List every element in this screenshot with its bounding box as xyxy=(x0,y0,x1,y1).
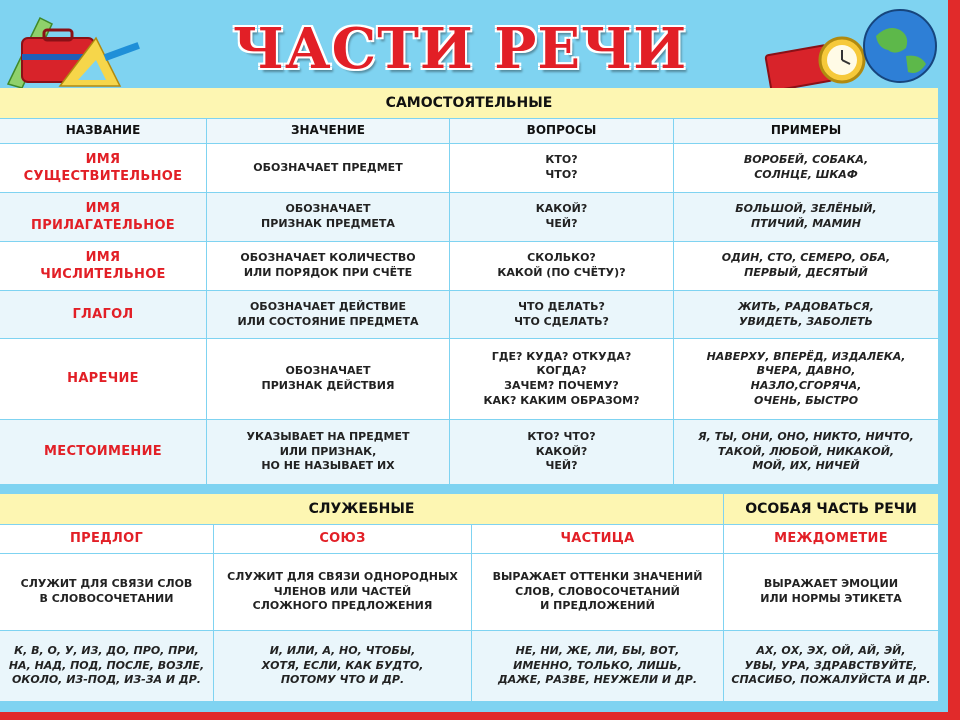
questions-noun: КТО? ЧТО? xyxy=(450,144,673,192)
column-header-questions: ВОПРОСЫ xyxy=(450,119,673,143)
questions-adjective: КАКОЙ? ЧЕЙ? xyxy=(450,193,673,241)
examples-adjective: БОЛЬШОЙ, ЗЕЛЁНЫЙ, ПТИЧИЙ, МАМИН xyxy=(674,193,938,241)
examples-pronoun: Я, ТЫ, ОНИ, ОНО, НИКТО, НИЧТО, ТАКОЙ, ЛЮБОЙ, НИКАКОЙ, МОЙ, ИХ, НИЧЕЙ xyxy=(674,420,938,484)
examples-preposition: К, В, О, У, ИЗ, ДО, ПРО, ПРИ, НА, НАД, ПОД, ПОСЛЕ, ВОЗЛЕ, ОКОЛО, ИЗ-ПОД, ИЗ-ЗА И ДР. xyxy=(0,631,213,701)
pencil-icon xyxy=(104,42,140,61)
examples-conjunction: И, ИЛИ, А, НО, ЧТОБЫ, ХОТЯ, ЕСЛИ, КАК БУДТО, ПОТОМУ ЧТО И ДР. xyxy=(214,631,471,701)
meaning-noun: ОБОЗНАЧАЕТ ПРЕДМЕТ xyxy=(207,144,449,192)
questions-adverb: ГДЕ? КУДА? ОТКУДА? КОГДА? ЗАЧЕМ? ПОЧЕМУ? КАК? КАКИМ ОБРАЗОМ? xyxy=(450,339,673,419)
part-name-interjection: МЕЖДОМЕТИЕ xyxy=(724,525,938,553)
part-name-particle: ЧАСТИЦА xyxy=(472,525,723,553)
column-header-name: НАЗВАНИЕ xyxy=(0,119,206,143)
part-name-numeral: ИМЯ ЧИСЛИТЕЛЬНОЕ xyxy=(0,242,206,290)
part-name-adjective: ИМЯ ПРИЛАГАТЕЛЬНОЕ xyxy=(0,193,206,241)
examples-numeral: ОДИН, СТО, СЕМЕРО, ОБА, ПЕРВЫЙ, ДЕСЯТЫЙ xyxy=(674,242,938,290)
questions-pronoun: КТО? ЧТО? КАКОЙ? ЧЕЙ? xyxy=(450,420,673,484)
globe-clock-illustration xyxy=(760,6,946,92)
meaning-numeral: ОБОЗНАЧАЕТ КОЛИЧЕСТВО ИЛИ ПОРЯДОК ПРИ СЧЁТЕ xyxy=(207,242,449,290)
part-name-preposition: ПРЕДЛОГ xyxy=(0,525,213,553)
school-supplies-illustration xyxy=(0,8,150,88)
part-name-conjunction: СОЮЗ xyxy=(214,525,471,553)
meaning-adverb: ОБОЗНАЧАЕТ ПРИЗНАК ДЕЙСТВИЯ xyxy=(207,339,449,419)
part-name-pronoun: МЕСТОИМЕНИЕ xyxy=(0,420,206,484)
column-header-examples: ПРИМЕРЫ xyxy=(674,119,938,143)
questions-verb: ЧТО ДЕЛАТЬ? ЧТО СДЕЛАТЬ? xyxy=(450,291,673,338)
part-name-verb: ГЛАГОЛ xyxy=(0,291,206,338)
examples-noun: ВОРОБЕЙ, СОБАКА, СОЛНЦЕ, ШКАФ xyxy=(674,144,938,192)
part-name-noun: ИМЯ СУЩЕСТВИТЕЛЬНОЕ xyxy=(0,144,206,192)
special-part-header: ОСОБАЯ ЧАСТЬ РЕЧИ xyxy=(724,494,938,524)
examples-verb: ЖИТЬ, РАДОВАТЬСЯ, УВИДЕТЬ, ЗАБОЛЕТЬ xyxy=(674,291,938,338)
column-header-meaning: ЗНАЧЕНИЕ xyxy=(207,119,449,143)
examples-adverb: НАВЕРХУ, ВПЕРЁД, ИЗДАЛЕКА, ВЧЕРА, ДАВНО, НАЗЛО,СГОРЯЧА, ОЧЕНЬ, БЫСТРО xyxy=(674,339,938,419)
service-header: СЛУЖЕБНЫЕ xyxy=(0,494,723,524)
meaning-adjective: ОБОЗНАЧАЕТ ПРИЗНАК ПРЕДМЕТА xyxy=(207,193,449,241)
meaning-particle: ВЫРАЖАЕТ ОТТЕНКИ ЗНАЧЕНИЙ СЛОВ, СЛОВОСОЧЕТАНИЙ И ПРЕДЛОЖЕНИЙ xyxy=(472,554,723,630)
examples-interjection: АХ, ОХ, ЭХ, ОЙ, АЙ, ЭЙ, УВЫ, УРА, ЗДРАВСТВУЙТЕ, СПАСИБО, ПОЖАЛУЙСТА И ДР. xyxy=(724,631,938,701)
meaning-preposition: СЛУЖИТ ДЛЯ СВЯЗИ СЛОВ В СЛОВОСОЧЕТАНИИ xyxy=(0,554,213,630)
meaning-pronoun: УКАЗЫВАЕТ НА ПРЕДМЕТ ИЛИ ПРИЗНАК, НО НЕ НАЗЫВАЕТ ИХ xyxy=(207,420,449,484)
independent-header: САМОСТОЯТЕЛЬНЫЕ xyxy=(0,88,938,118)
part-name-adverb: НАРЕЧИЕ xyxy=(0,339,206,419)
meaning-conjunction: СЛУЖИТ ДЛЯ СВЯЗИ ОДНОРОДНЫХ ЧЛЕНОВ ИЛИ ЧАСТЕЙ СЛОЖНОГО ПРЕДЛОЖЕНИЯ xyxy=(214,554,471,630)
poster-title: ЧАСТИ РЕЧИ xyxy=(232,16,688,82)
questions-numeral: СКОЛЬКО? КАКОЙ (ПО СЧЁТУ)? xyxy=(450,242,673,290)
meaning-verb: ОБОЗНАЧАЕТ ДЕЙСТВИЕ ИЛИ СОСТОЯНИЕ ПРЕДМЕТА xyxy=(207,291,449,338)
examples-particle: НЕ, НИ, ЖЕ, ЛИ, БЫ, ВОТ, ИМЕННО, ТОЛЬКО, ЛИШЬ, ДАЖЕ, РАЗВЕ, НЕУЖЕЛИ И ДР. xyxy=(472,631,723,701)
meaning-interjection: ВЫРАЖАЕТ ЭМОЦИИ ИЛИ НОРМЫ ЭТИКЕТА xyxy=(724,554,938,630)
